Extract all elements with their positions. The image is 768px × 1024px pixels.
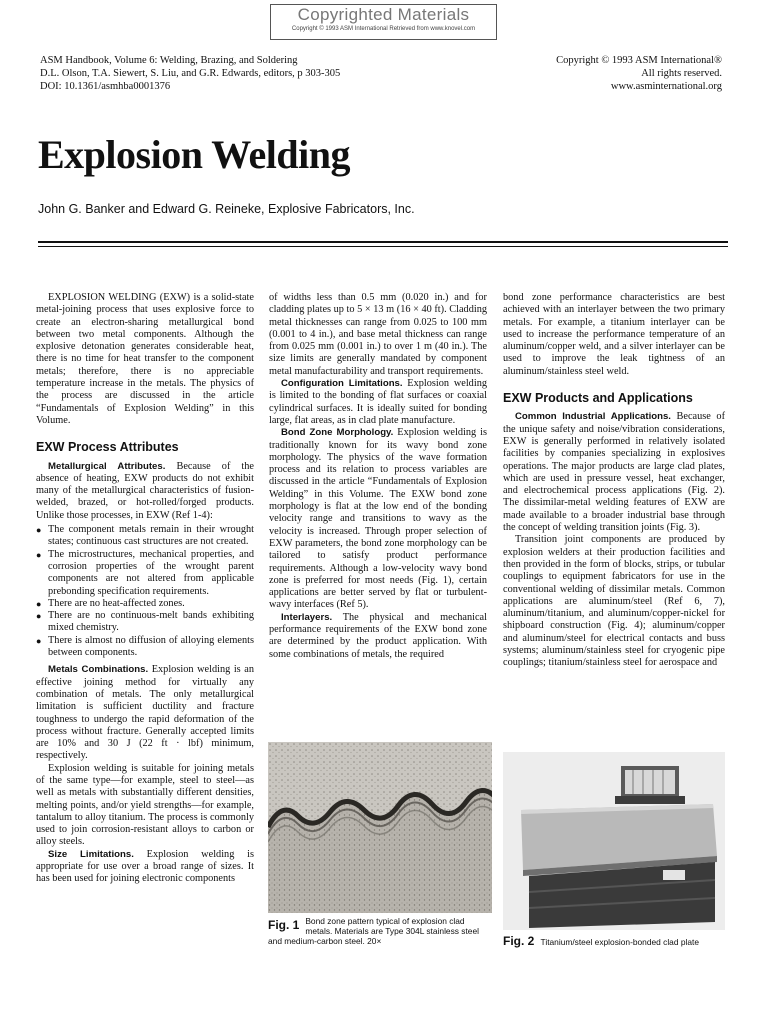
- watermark-subtitle: Copyright © 1993 ASM International Retrieved from www.knovel.com: [291, 26, 476, 32]
- citation-line: D.L. Olson, T.A. Siewert, S. Liu, and G.R. Edwards, editors, p 303-305: [40, 68, 341, 79]
- column-1: [36, 292, 254, 886]
- runin-heading: Metals Combinations.: [48, 664, 149, 676]
- bullet-item: ● The microstructures, mechanical properties, and corrosion properties of the wrought parent components are not altered from applicable prebonding specification requirements.: [36, 549, 254, 598]
- section-heading: EXW Process Attributes: [36, 440, 179, 455]
- clad-plate-photo: [503, 752, 725, 930]
- intro-paragraph: EXPLOSION WELDING (EXW) is a solid-state metal-joining process that uses explosive force to create an electron-sharing metallurgical bond between two metal components. Although the explosive detonation generates considerable heat, there is no time for heat transfer to the component metals; therefore, there is no appreciable temperature increase in the metals. The physics of the process are discussed in the article “Fundamentals of Explosion Welding” in this Volume.: [36, 292, 254, 426]
- runin-heading: Interlayers.: [281, 611, 333, 623]
- column-3: [503, 292, 725, 670]
- rights-line: All rights reserved.: [641, 68, 722, 79]
- citation-line: DOI: 10.1361/asmhba0001376: [40, 81, 171, 92]
- paragraph: [269, 378, 487, 427]
- copyright-line: Copyright © 1993 ASM International®: [556, 55, 722, 66]
- figure-1-micrograph: [268, 742, 492, 913]
- citation-block: [40, 54, 340, 93]
- bullet-list: [36, 524, 254, 659]
- bullet-item: ● There are no continuous-melt bands exhibiting mixed chemistry.: [36, 610, 254, 635]
- paragraph: [269, 427, 487, 611]
- paragraph: [36, 461, 254, 522]
- section-heading: EXW Products and Applications: [503, 391, 693, 406]
- paragraph-text: Explosion welding is limited to the bonding of flat surfaces or coaxial cylindrical surfaces. It is ideally suited for bonding large, flat areas, as in clad plate manufacture.: [269, 378, 487, 426]
- micrograph-image: [268, 742, 492, 913]
- column-2: [269, 292, 487, 661]
- paragraph: [36, 664, 254, 762]
- runin-heading: Metallurgical Attributes.: [48, 460, 166, 472]
- paragraph: [36, 849, 254, 886]
- paragraph-text: The physical and mechanical performance requirements of the EXW bond zone are determined by the product application. With some combinations of metals, the required: [269, 611, 487, 660]
- runin-heading: Size Limitations.: [48, 848, 134, 860]
- caption-text: Bond zone pattern typical of explosion clad metals. Materials are Type 304L stainless steel and medium-carbon steel. 20×: [268, 916, 479, 946]
- paragraph: of widths less than 0.5 mm (0.020 in.) and for cladding plates up to 5 × 13 m (16 × 40 ft). Cladding metal thicknesses can range from 0.025 to 100 mm (0.001 to 4 in.), and base metal thickness can range from 0.025 mm (0.001 in.) to over 1 m (40 in.). The size limits are generally mandated by component metal manufacturability and transport requirements.: [269, 292, 487, 377]
- paragraph: bond zone performance characteristics are best achieved with an interlayer between the two primary metals. For example, a titanium interlayer can be used to increase the performance temperature of an aluminum/copper weld, and a silver interlayer can be used to improve the leak tightness of an aluminum/stainless steel weld.: [503, 292, 725, 377]
- figure-1-caption: [268, 916, 492, 946]
- runin-heading: Configuration Limitations.: [281, 378, 403, 390]
- figure-label: Fig. 1: [268, 918, 300, 932]
- paragraph-text: Because of the unique safety and noise/vibration considerations, EXW is generally performed in relatively isolated facilities by companies specializing in explosives operations. The major products are large clad plates, which are used in pressure vessel, heat exchanger, and electrochemical process applications (Fig. 2). The dissimilar-metal welding features of EXW are made available to a broader industrial base through the concept of welding transition joints (Fig. 3).: [503, 411, 725, 534]
- paragraph-text: Explosion welding is appropriate for use over a broad range of sizes. It has been used for joining electronic components: [36, 848, 254, 885]
- article-title: Explosion Welding: [38, 132, 351, 177]
- bullet-item: ● There are no heat-affected zones.: [36, 598, 254, 610]
- caption-text: Titanium/steel explosion-bonded clad plate: [540, 937, 699, 947]
- copyright-block: [556, 54, 722, 93]
- runin-heading: Bond Zone Morphology.: [281, 427, 394, 439]
- article-authors: John G. Banker and Edward G. Reineke, Explosive Fabricators, Inc.: [38, 202, 415, 216]
- title-rule: [38, 241, 728, 243]
- watermark-title: Copyrighted Materials: [297, 5, 470, 24]
- paragraph: Transition joint components are produced by explosion welders at their production facilities and then provided in the form of blocks, strips, or tubular couplings to equipment fabricators for use in the conventional welding of dissimilar metals. Common applications are aluminum/steel (Ref 6, 7), aluminum/titanium, and aluminum/copper-nickel for shipboard construction (Fig. 4); aluminum/copper and aluminum/steel for electrical contacts and buss systems; aluminum/stainless steel for cryogenic pipe couplings; titanium/stainless steel for aerospace and: [503, 534, 725, 669]
- paragraph-text: Explosion welding is traditionally known for its wavy bond zone morphology. The physics of the wave formation process and its relation to process variables are discussed in the article “Fundamentals of Explosion Welding” in this Volume. The EXW bond zone morphology is flat at the low end of the bonding velocity range and transitions to wavy as the velocity is increased. Through proper selection of EXW parameters, the bond zone morphology can be tailored to satisfy product performance requirements. Although a low-velocity wavy bond zone is preferred for most needs (Fig. 1), certain applications are better served by flat or turbulent-wavy interfaces (Ref 5).: [269, 427, 487, 611]
- citation-line: ASM Handbook, Volume 6: Welding, Brazing, and Soldering: [40, 55, 298, 66]
- bullet-item: ● There is almost no diffusion of alloying elements between components.: [36, 635, 254, 660]
- paragraph-text: Explosion welding is an effective joining method for virtually any combination of metals. The only metallurgical limitation is sufficient ductility and fracture toughness to undergo the rapid deformation of the process without fracture. Generally accepted limits are 10% and 30 J (22 ft · lbf) minimum, respectively.: [36, 664, 254, 762]
- paragraph: [269, 612, 487, 661]
- copyright-watermark: [270, 4, 497, 40]
- paragraph: Explosion welding is suitable for joining metals of the same type—for example, steel to steel—as well as metals with substantially different densities, melting points, and/or yield strengths—for example, tantalum to alloy titanium. The process is commonly used to join corrosion-resistant alloys to carbon or alloy steels.: [36, 762, 254, 848]
- figure-2-caption: [503, 936, 729, 948]
- runin-heading: Common Industrial Applications.: [515, 411, 671, 423]
- website-link[interactable]: www.asminternational.org: [610, 81, 722, 92]
- paragraph: [503, 411, 725, 534]
- paragraph-text: Because of the absence of heating, EXW products do not exhibit many of the metallurgical characteristics of fusion-welded, brazed, or hot-rolled/forged products. Unlike those processes, in EXW (Ref 1-4):: [36, 460, 254, 521]
- figure-label: Fig. 2: [503, 934, 535, 948]
- bullet-item: ● The component metals remain in their wrought states; continuous cast structures are not created.: [36, 524, 254, 549]
- title-rule-thin: [38, 246, 728, 247]
- figure-2-photo: [503, 752, 725, 930]
